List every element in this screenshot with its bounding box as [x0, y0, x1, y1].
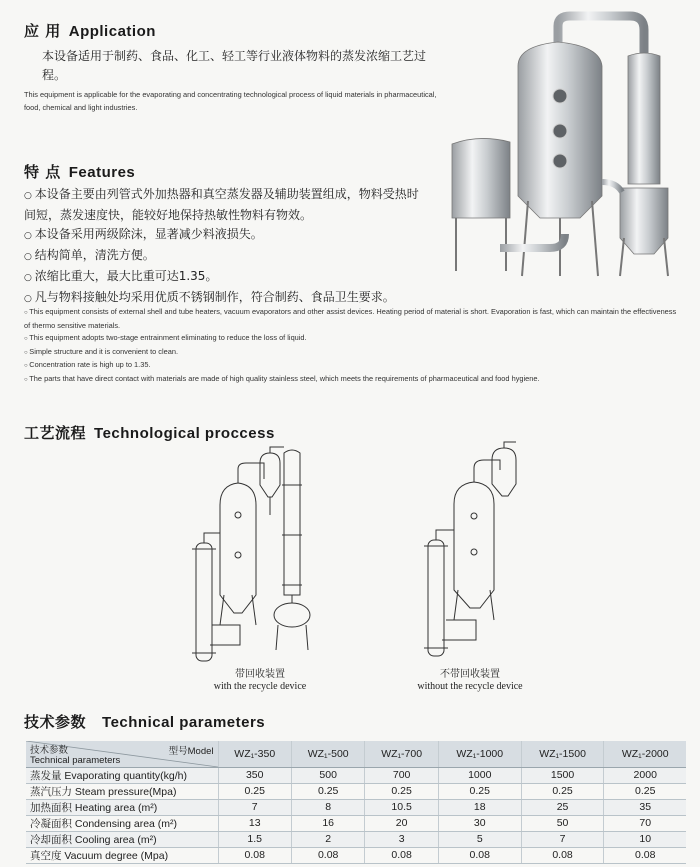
evaporator-photo: [440, 6, 690, 284]
table-cell: 3: [365, 831, 438, 847]
model-header: WZ₁-2000: [604, 741, 686, 767]
row-label: 蒸发量 Evaporating quantity(kg/h): [26, 767, 218, 783]
corner-model-label: 型号Model: [168, 746, 214, 757]
table-cell: 1000: [438, 767, 521, 783]
table-cell: 0.25: [291, 783, 364, 799]
model-header: WZ₁-1000: [438, 741, 521, 767]
application-text-en: This equipment is applicable for the evaporating and concentrating technological process of liquid materials in pharmaceutical, food, chemical and light industries.: [24, 90, 437, 112]
table-cell: 0.25: [521, 783, 604, 799]
table-header-row: [26, 741, 686, 767]
process-diagram-with-recycle: [180, 445, 340, 670]
model-header: WZ₁-700: [365, 741, 438, 767]
application-heading: 应 用 Application: [24, 22, 156, 40]
table-cell: 1.5: [218, 831, 291, 847]
model-header: WZ₁-500: [291, 741, 364, 767]
row-label: 冷却面积 Cooling area (m²): [26, 831, 218, 847]
table-cell: 10.5: [365, 799, 438, 815]
parameters-table: [26, 741, 686, 864]
table-cell: 30: [438, 815, 521, 831]
features-list-en: [24, 306, 684, 386]
process-diagram-without-recycle: [420, 440, 530, 668]
table-row: [26, 815, 686, 831]
table-row: [26, 767, 686, 783]
feature-cn-4: ○ 浓缩比重大，最大比重可达1.35。: [24, 267, 424, 288]
table-cell: 0.25: [218, 783, 291, 799]
row-label: 加热面积 Heating area (m²): [26, 799, 218, 815]
table-cell: 50: [521, 815, 604, 831]
feature-cn-3: ○ 结构简单，清洗方便。: [24, 246, 424, 267]
table-row: [26, 847, 686, 863]
table-cell: 20: [365, 815, 438, 831]
table-cell: 0.25: [438, 783, 521, 799]
table-cell: 0.08: [365, 847, 438, 863]
table-cell: 0.08: [521, 847, 604, 863]
table-cell: 18: [438, 799, 521, 815]
feature-cn-5: ○ 凡与物料接触处均采用优质不锈钢制作，符合制药、食品卫生要求。: [24, 288, 424, 309]
diagram2-caption: 不带回收装置 without the recycle device: [417, 669, 523, 692]
model-header: WZ₁-350: [218, 741, 291, 767]
table-cell: 0.25: [604, 783, 686, 799]
table-row: [26, 831, 686, 847]
process-heading: 工艺流程 Technological proccess: [24, 424, 275, 442]
feature-en-4: ○ Concentration rate is high up to 1.35.: [24, 359, 684, 373]
table-cell: 0.08: [291, 847, 364, 863]
table-row: [26, 783, 686, 799]
table-cell: 5: [438, 831, 521, 847]
table-corner-cell: [26, 741, 218, 767]
table-row: [26, 799, 686, 815]
table-cell: 35: [604, 799, 686, 815]
feature-cn-2: ○ 本设备采用两级除沫，显著减少料液损失。: [24, 225, 424, 246]
table-cell: 0.25: [365, 783, 438, 799]
feature-cn-1: ○ 本设备主要由列管式外加热器和真空蒸发器及辅助装置组成，物料受热时间短，蒸发速度快，能较好地保持热敏性物料有物效。: [24, 185, 424, 225]
features-list-cn: [24, 185, 424, 309]
model-header: WZ₁-1500: [521, 741, 604, 767]
table-cell: 350: [218, 767, 291, 783]
features-heading: 特 点 Features: [24, 163, 136, 181]
table-cell: 500: [291, 767, 364, 783]
feature-en-1: ○ This equipment consists of external shell and tube heaters, vacuum evaporators and other assist devices. Heating period of material is short. Evaporation is fast, which can maintain the effectiveness of thermo sensitive materials.: [24, 306, 684, 332]
table-cell: 16: [291, 815, 364, 831]
feature-en-3: ○ Simple structure and it is convenient to clean.: [24, 346, 684, 360]
corner-param-label: 技术参数 Technical parameters: [30, 744, 121, 766]
table-cell: 0.08: [604, 847, 686, 863]
table-cell: 700: [365, 767, 438, 783]
parameters-heading: 技术参数 Technical parameters: [24, 713, 266, 731]
table-cell: 0.08: [218, 847, 291, 863]
table-cell: 0.08: [438, 847, 521, 863]
table-cell: 13: [218, 815, 291, 831]
feature-en-5: ○ The parts that have direct contact with materials are made of high quality stainless steel, which meets the requirements of pharmaceutical and food hygiene.: [24, 373, 684, 387]
application-text-cn: 本设备适用于制药、食品、化工、轻工等行业液体物料的蒸发浓缩工艺过程。: [42, 49, 427, 82]
diagram1-caption: 带回收装置 with the recycle device: [213, 669, 307, 692]
table-cell: 7: [521, 831, 604, 847]
table-cell: 7: [218, 799, 291, 815]
table-cell: 25: [521, 799, 604, 815]
table-cell: 2: [291, 831, 364, 847]
feature-en-2: ○ This equipment adopts two-stage entrainment eliminating to reduce the loss of liquid.: [24, 332, 684, 346]
row-label: 冷凝面积 Condensing area (m²): [26, 815, 218, 831]
table-cell: 8: [291, 799, 364, 815]
table-cell: 10: [604, 831, 686, 847]
row-label: 真空度 Vacuum degree (Mpa): [26, 847, 218, 863]
row-label: 蒸汽压力 Steam pressure(Mpa): [26, 783, 218, 799]
table-cell: 2000: [604, 767, 686, 783]
table-cell: 1500: [521, 767, 604, 783]
table-cell: 70: [604, 815, 686, 831]
